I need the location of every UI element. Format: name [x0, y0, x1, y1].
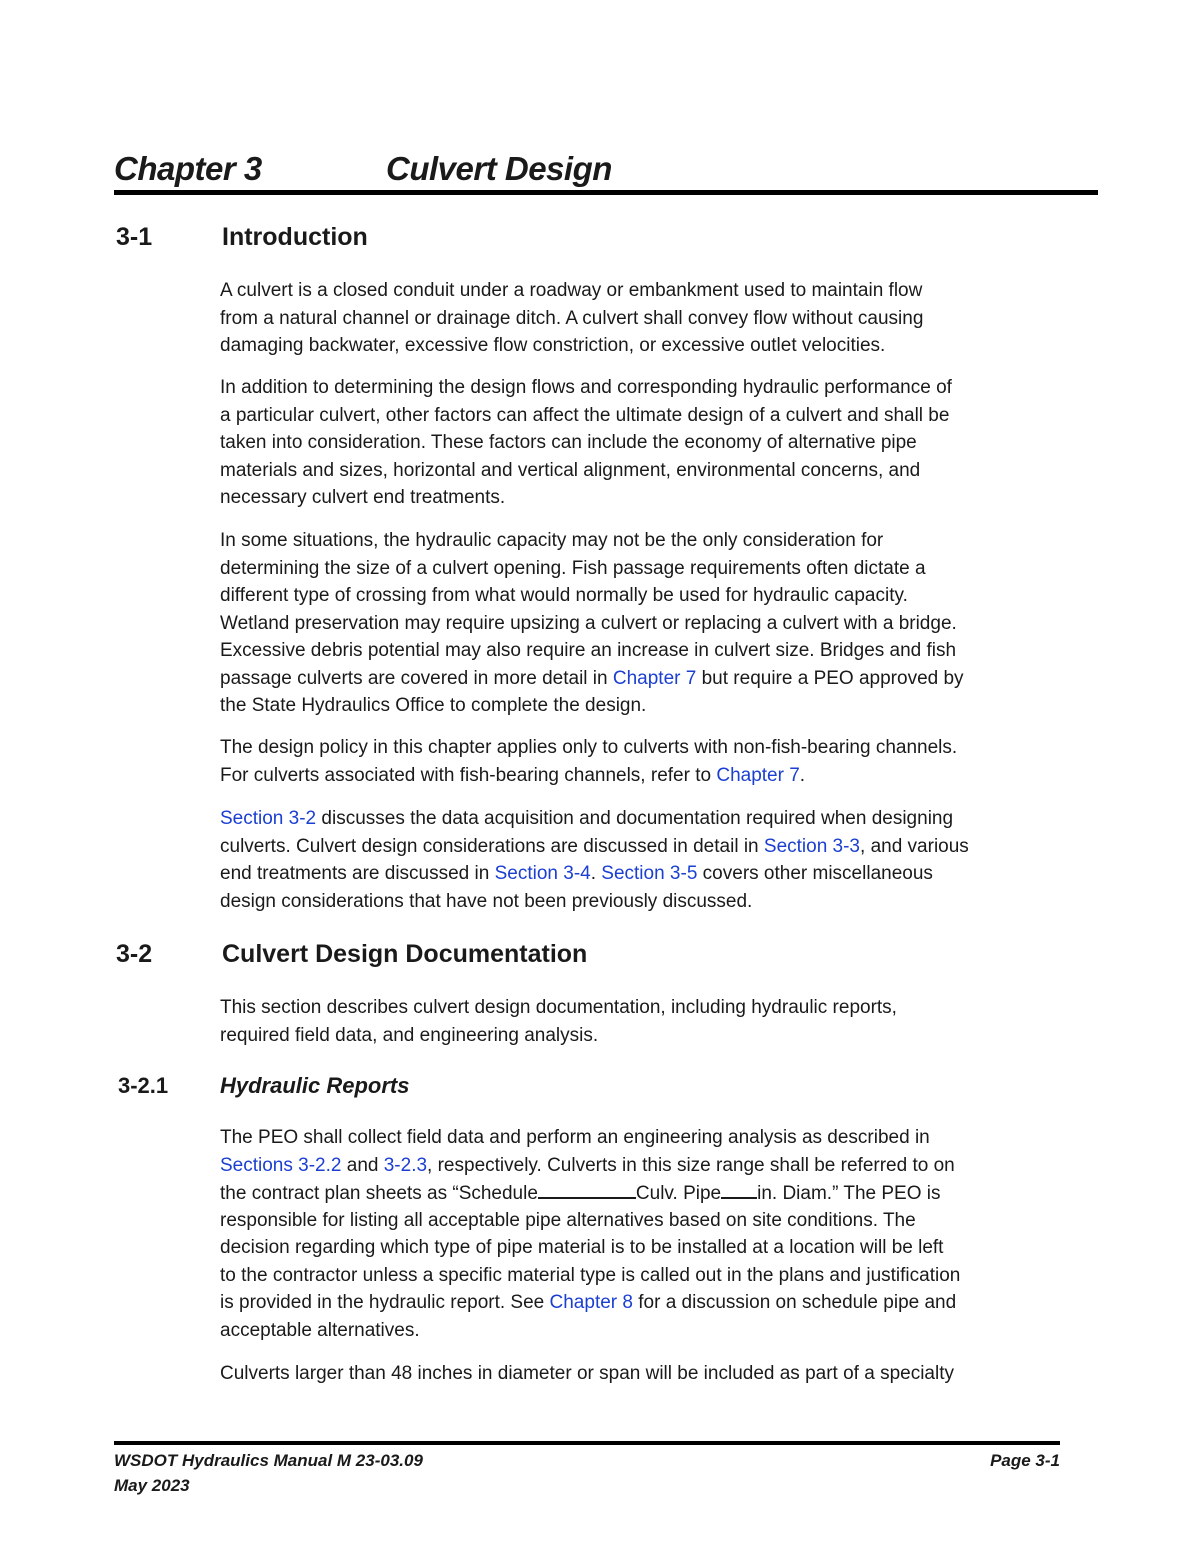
paragraph-hydraulic-reports — [220, 1124, 1080, 1344]
paragraph-design-policy — [220, 734, 1080, 789]
chapter-7-link[interactable]: Chapter 7 — [716, 764, 800, 786]
paragraph-section-overview — [220, 805, 1080, 915]
page-number: Page 3-1 — [990, 1451, 1060, 1470]
text-line — [220, 665, 1080, 693]
text-run: passage culverts are covered in more detail in — [220, 667, 613, 689]
text-run: in. Diam.” The PEO is — [757, 1183, 941, 1204]
paragraph-hydraulic-capacity — [220, 527, 1080, 720]
text-run: but require a PEO approved by — [696, 667, 964, 689]
text-line: design considerations that have not been previously discussed. — [220, 890, 753, 912]
text-line: taken into consideration. These factors can include the economy of alternative pipe — [220, 432, 917, 453]
chapter-rule — [114, 190, 1098, 195]
sections-3-2-2-link[interactable]: Sections 3-2.2 — [220, 1154, 342, 1176]
section-3-2-link[interactable]: Section 3-2 — [220, 808, 317, 829]
text-line — [220, 1152, 1080, 1180]
section-number: 3-1 — [116, 223, 153, 251]
text-line: Excessive debris potential may also require an increase in culvert size. Bridges and fish — [220, 640, 957, 661]
text-line: materials and sizes, horizontal and vertical alignment, environmental concerns, and — [220, 459, 921, 481]
text-line: The design policy in this chapter applies only to culverts with non-fish-bearing channels. — [220, 737, 958, 758]
text-line: required field data, and engineering analysis. — [220, 1024, 599, 1046]
text-line — [220, 1289, 1080, 1317]
chapter-number: Chapter 3 — [114, 150, 262, 187]
footer-rule — [114, 1441, 1060, 1445]
paragraph-documentation-intro — [220, 994, 1080, 1049]
text-line: This section describes culvert design documentation, including hydraulic reports, — [220, 997, 897, 1018]
chapter-7-link[interactable]: Chapter 7 — [612, 667, 697, 689]
section-title: Culvert Design Documentation — [222, 940, 588, 968]
text-line: Culverts larger than 48 inches in diameter or span will be included as part of a specialty — [220, 1363, 954, 1384]
text-line: responsible for listing all acceptable pipe alternatives based on site conditions. The — [220, 1209, 916, 1231]
section-3-2-3-link[interactable]: 3-2.3 — [383, 1154, 428, 1176]
text-line: In addition to determining the design flows and corresponding hydraulic performance of — [220, 377, 952, 398]
text-run: . — [799, 764, 806, 786]
schedule-blank — [538, 1179, 636, 1199]
text-run: and — [341, 1154, 384, 1176]
chapter-title: Culvert Design — [386, 150, 612, 187]
section-3-3-link[interactable]: Section 3-3 — [763, 835, 861, 857]
subsection-number: 3-2.1 — [118, 1073, 169, 1098]
text-line: Wetland preservation may require upsizing a culvert or replacing a culvert with a bridge. — [220, 612, 957, 634]
text-line — [220, 805, 1080, 833]
paragraph-design-factors — [220, 374, 1080, 512]
text-line: different type of crossing from what would normally be used for hydraulic capacity. — [220, 585, 908, 606]
text-run: , respectively. Culverts in this size range shall be referred to on — [427, 1154, 955, 1176]
text-run: Culv. Pipe — [635, 1183, 722, 1204]
text-line: to the contractor unless a specific material type is called out in the plans and justification — [220, 1264, 961, 1286]
paragraph-large-culverts — [220, 1360, 1080, 1388]
text-line: the State Hydraulics Office to complete the design. — [220, 695, 647, 716]
pipe-size-blank — [721, 1179, 757, 1199]
text-run: For culverts associated with fish-bearing channels, refer to — [220, 764, 717, 786]
text-run: end treatments are discussed in — [220, 863, 495, 884]
chapter-heading — [114, 150, 1098, 194]
text-run: discusses the data acquisition and documentation required when designing — [316, 808, 954, 829]
text-run: , and various — [860, 835, 969, 857]
text-line: A culvert is a closed conduit under a roadway or embankment used to maintain flow — [220, 280, 923, 301]
text-line: a particular culvert, other factors can affect the ultimate design of a culvert and shall be — [220, 404, 950, 426]
text-line — [220, 833, 1080, 861]
text-line — [220, 1179, 1080, 1207]
paragraph-culvert-definition — [220, 277, 1080, 360]
subsection-title: Hydraulic Reports — [220, 1073, 410, 1098]
text-line: The PEO shall collect field data and perform an engineering analysis as described in — [220, 1127, 930, 1148]
publication-date: May 2023 — [114, 1476, 190, 1495]
text-run: the contract plan sheets as “Schedule — [220, 1183, 538, 1204]
text-run: . — [590, 863, 602, 884]
text-run: for a discussion on schedule pipe and — [632, 1292, 957, 1313]
text-line — [220, 860, 1080, 888]
text-line: determining the size of a culvert opening. Fish passage requirements often dictate a — [220, 557, 926, 579]
text-line: decision regarding which type of pipe material is to be installed at a location will be left — [220, 1237, 944, 1258]
text-line: acceptable alternatives. — [220, 1319, 420, 1341]
section-3-5-link[interactable]: Section 3-5 — [601, 863, 698, 884]
text-line: from a natural channel or drainage ditch. A culvert shall convey flow without causing — [220, 307, 924, 329]
manual-title: WSDOT Hydraulics Manual M 23-03.09 — [114, 1451, 423, 1470]
text-line — [220, 762, 1080, 790]
section-title: Introduction — [222, 223, 368, 251]
text-run: covers other miscellaneous — [697, 863, 933, 884]
text-line: necessary culvert end treatments. — [220, 487, 506, 508]
text-line: In some situations, the hydraulic capacity may not be the only consideration for — [220, 530, 884, 551]
chapter-8-link[interactable]: Chapter 8 — [549, 1292, 633, 1313]
section-number: 3-2 — [116, 940, 153, 968]
section-3-4-link[interactable]: Section 3-4 — [494, 863, 591, 884]
text-run: culverts. Culvert design considerations are discussed in detail in — [220, 835, 764, 857]
text-run: is provided in the hydraulic report. See — [220, 1292, 550, 1313]
text-line: damaging backwater, excessive flow constriction, or excessive outlet velocities. — [220, 335, 886, 356]
